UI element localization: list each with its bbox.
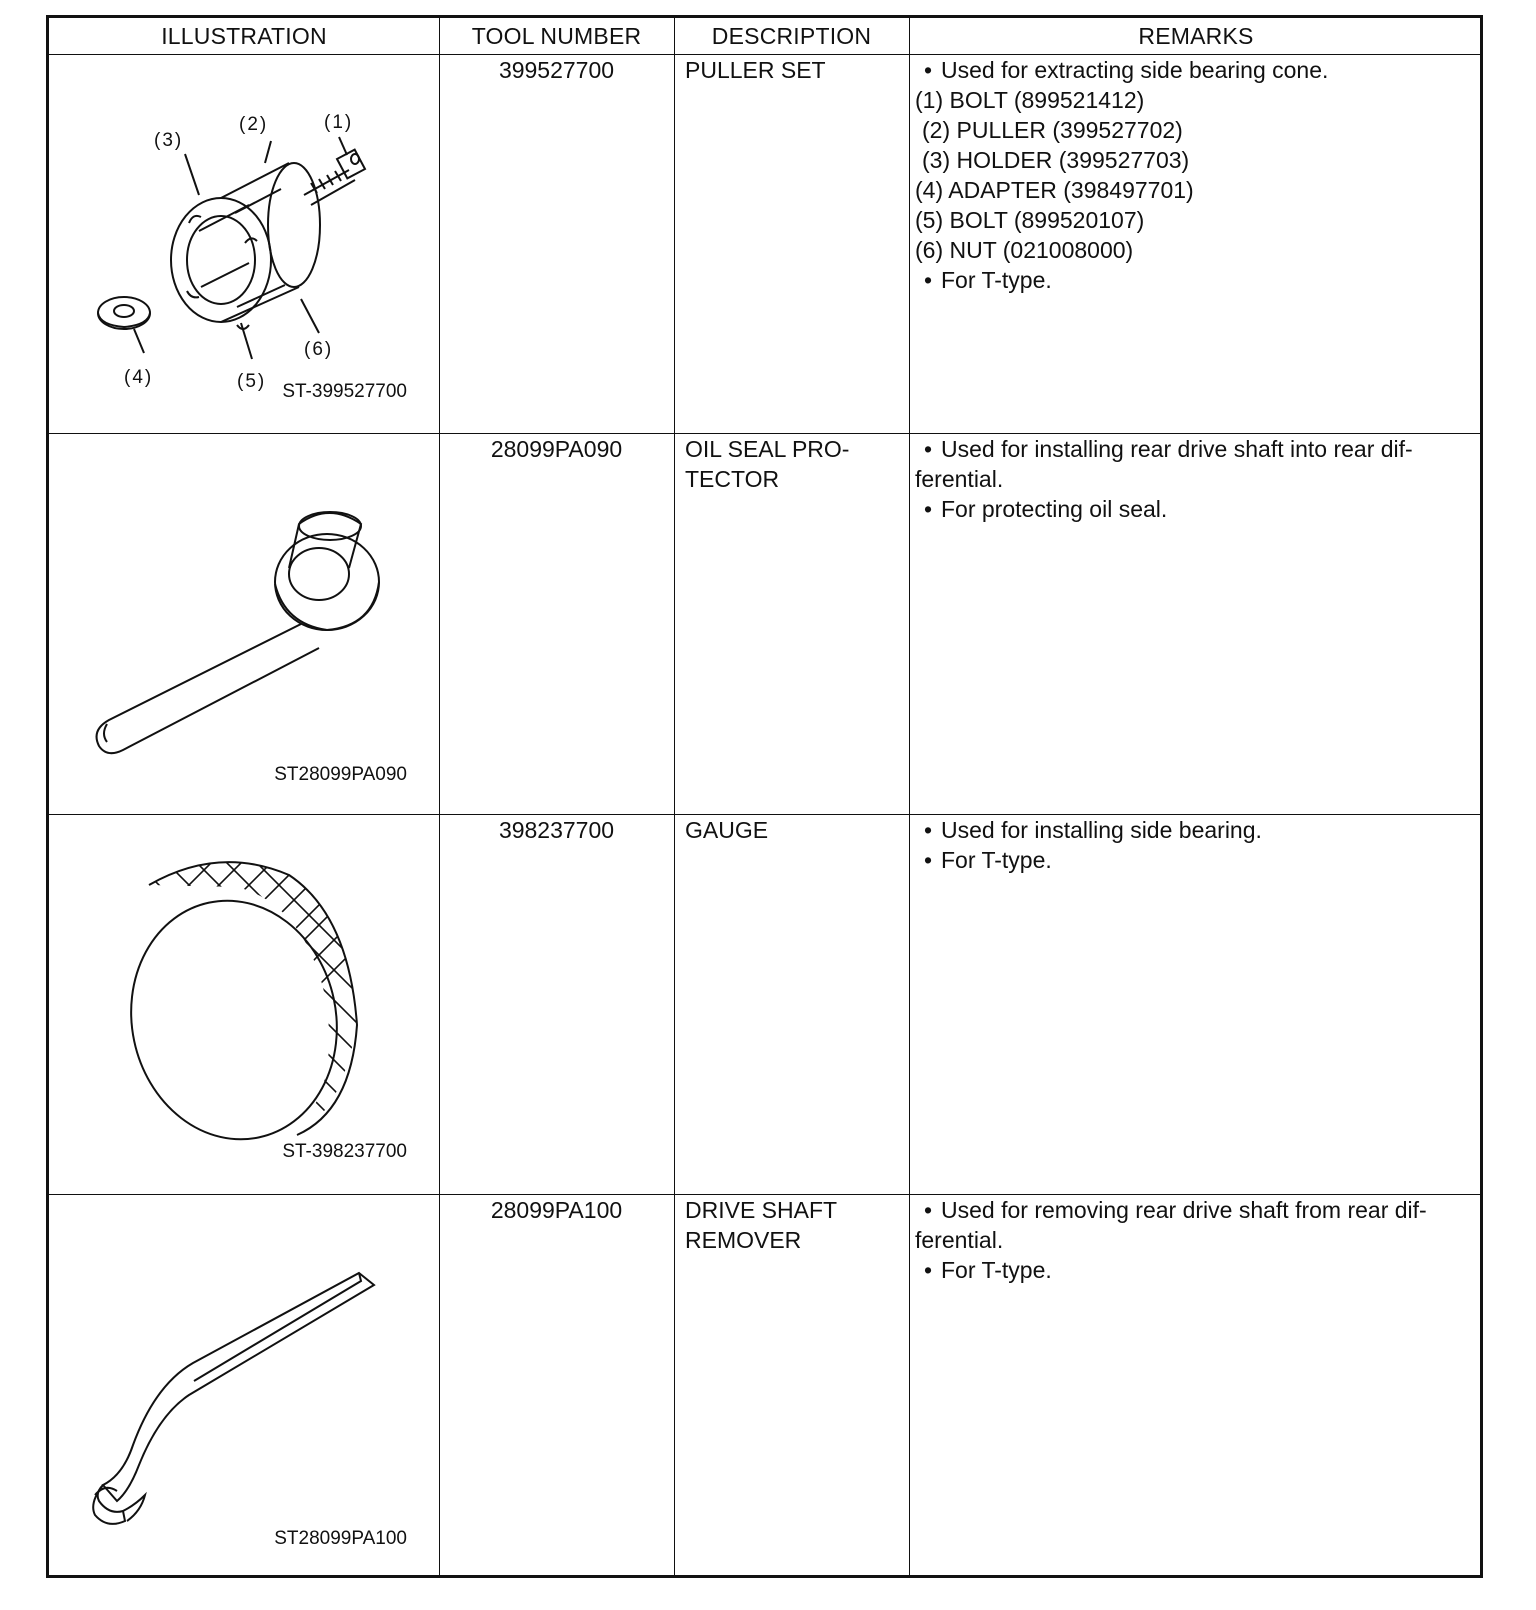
header-description: DESCRIPTION: [711, 23, 872, 49]
description: [685, 55, 905, 85]
callout-3: (3): [154, 130, 184, 151]
illustration-puller-set: [49, 55, 441, 433]
remark-line: • For protecting oil seal.: [915, 494, 1480, 524]
illustration-oil-seal-protector: [49, 434, 441, 814]
tool-number: 28099PA090: [490, 436, 623, 462]
callout-1: (1): [324, 112, 354, 133]
illustration-code: ST28099PA090: [274, 764, 407, 785]
remarks: [915, 815, 1480, 875]
remark-line: (2) PULLER (399527702): [922, 117, 1183, 143]
remark-line: • Used for extracting side bearing cone.: [915, 55, 1480, 85]
bullet-icon: •: [923, 847, 933, 873]
bullet-icon: •: [923, 57, 933, 83]
puller-set-drawing: [49, 55, 439, 433]
tool-number: 399527700: [498, 57, 615, 83]
description-line: OIL SEAL PRO-: [685, 436, 850, 462]
gauge-drawing: [49, 815, 439, 1194]
remarks: [915, 1195, 1480, 1285]
remark-line: • For T-type.: [915, 845, 1480, 875]
illustration-gauge: [49, 815, 441, 1194]
remark-line: • For T-type.: [915, 265, 1480, 295]
remark-line: (6) NUT (021008000): [915, 237, 1134, 263]
callout-4: (4): [124, 367, 154, 388]
description-line: PULLER SET: [685, 57, 826, 83]
remark-line: ferential.: [915, 466, 1004, 492]
description: [685, 434, 905, 494]
remark-line: • Used for removing rear drive shaft from rear dif-: [915, 1195, 1480, 1225]
header-illustration: ILLUSTRATION: [161, 23, 327, 49]
remarks: [915, 55, 1480, 295]
remark-line: (3) HOLDER (399527703): [922, 147, 1190, 173]
remark-line: (5) BOLT (899520107): [915, 207, 1145, 233]
bullet-icon: •: [923, 436, 933, 462]
illustration-drive-shaft-remover: [49, 1195, 441, 1578]
bullet-icon: •: [923, 817, 933, 843]
column-divider: [674, 18, 675, 1575]
description-line: TECTOR: [685, 466, 780, 492]
description: [685, 815, 905, 845]
description-line: REMOVER: [685, 1227, 802, 1253]
drive-shaft-remover-drawing: [49, 1195, 439, 1578]
description-line: GAUGE: [685, 817, 769, 843]
illustration-code: ST28099PA100: [274, 1528, 407, 1549]
header-remarks: REMARKS: [1138, 23, 1254, 49]
bullet-icon: •: [923, 267, 933, 293]
remark-line: • For T-type.: [915, 1255, 1480, 1285]
callout-5: (5): [237, 371, 267, 392]
column-divider: [909, 18, 910, 1575]
remark-line: ferential.: [915, 1227, 1004, 1253]
oil-seal-protector-drawing: [49, 434, 439, 814]
description: [685, 1195, 905, 1255]
bullet-icon: •: [923, 496, 933, 522]
illustration-code: ST-399527700: [282, 381, 407, 402]
remarks: [915, 434, 1480, 524]
callout-2: (2): [239, 114, 269, 135]
remark-line: (1) BOLT (899521412): [915, 87, 1145, 113]
remark-line: • Used for installing side bearing.: [915, 815, 1480, 845]
remark-line: (4) ADAPTER (398497701): [915, 177, 1194, 203]
bullet-icon: •: [923, 1197, 933, 1223]
illustration-code: ST-398237700: [282, 1141, 407, 1162]
tool-number: 28099PA100: [490, 1197, 623, 1223]
special-tools-table: [46, 15, 1483, 1578]
remark-line: • Used for installing rear drive shaft into rear dif-: [915, 434, 1480, 464]
header-tool-number: TOOL NUMBER: [471, 23, 642, 49]
description-line: DRIVE SHAFT: [685, 1197, 838, 1223]
callout-6: (6): [304, 339, 334, 360]
bullet-icon: •: [923, 1257, 933, 1283]
tool-number: 398237700: [498, 817, 615, 843]
